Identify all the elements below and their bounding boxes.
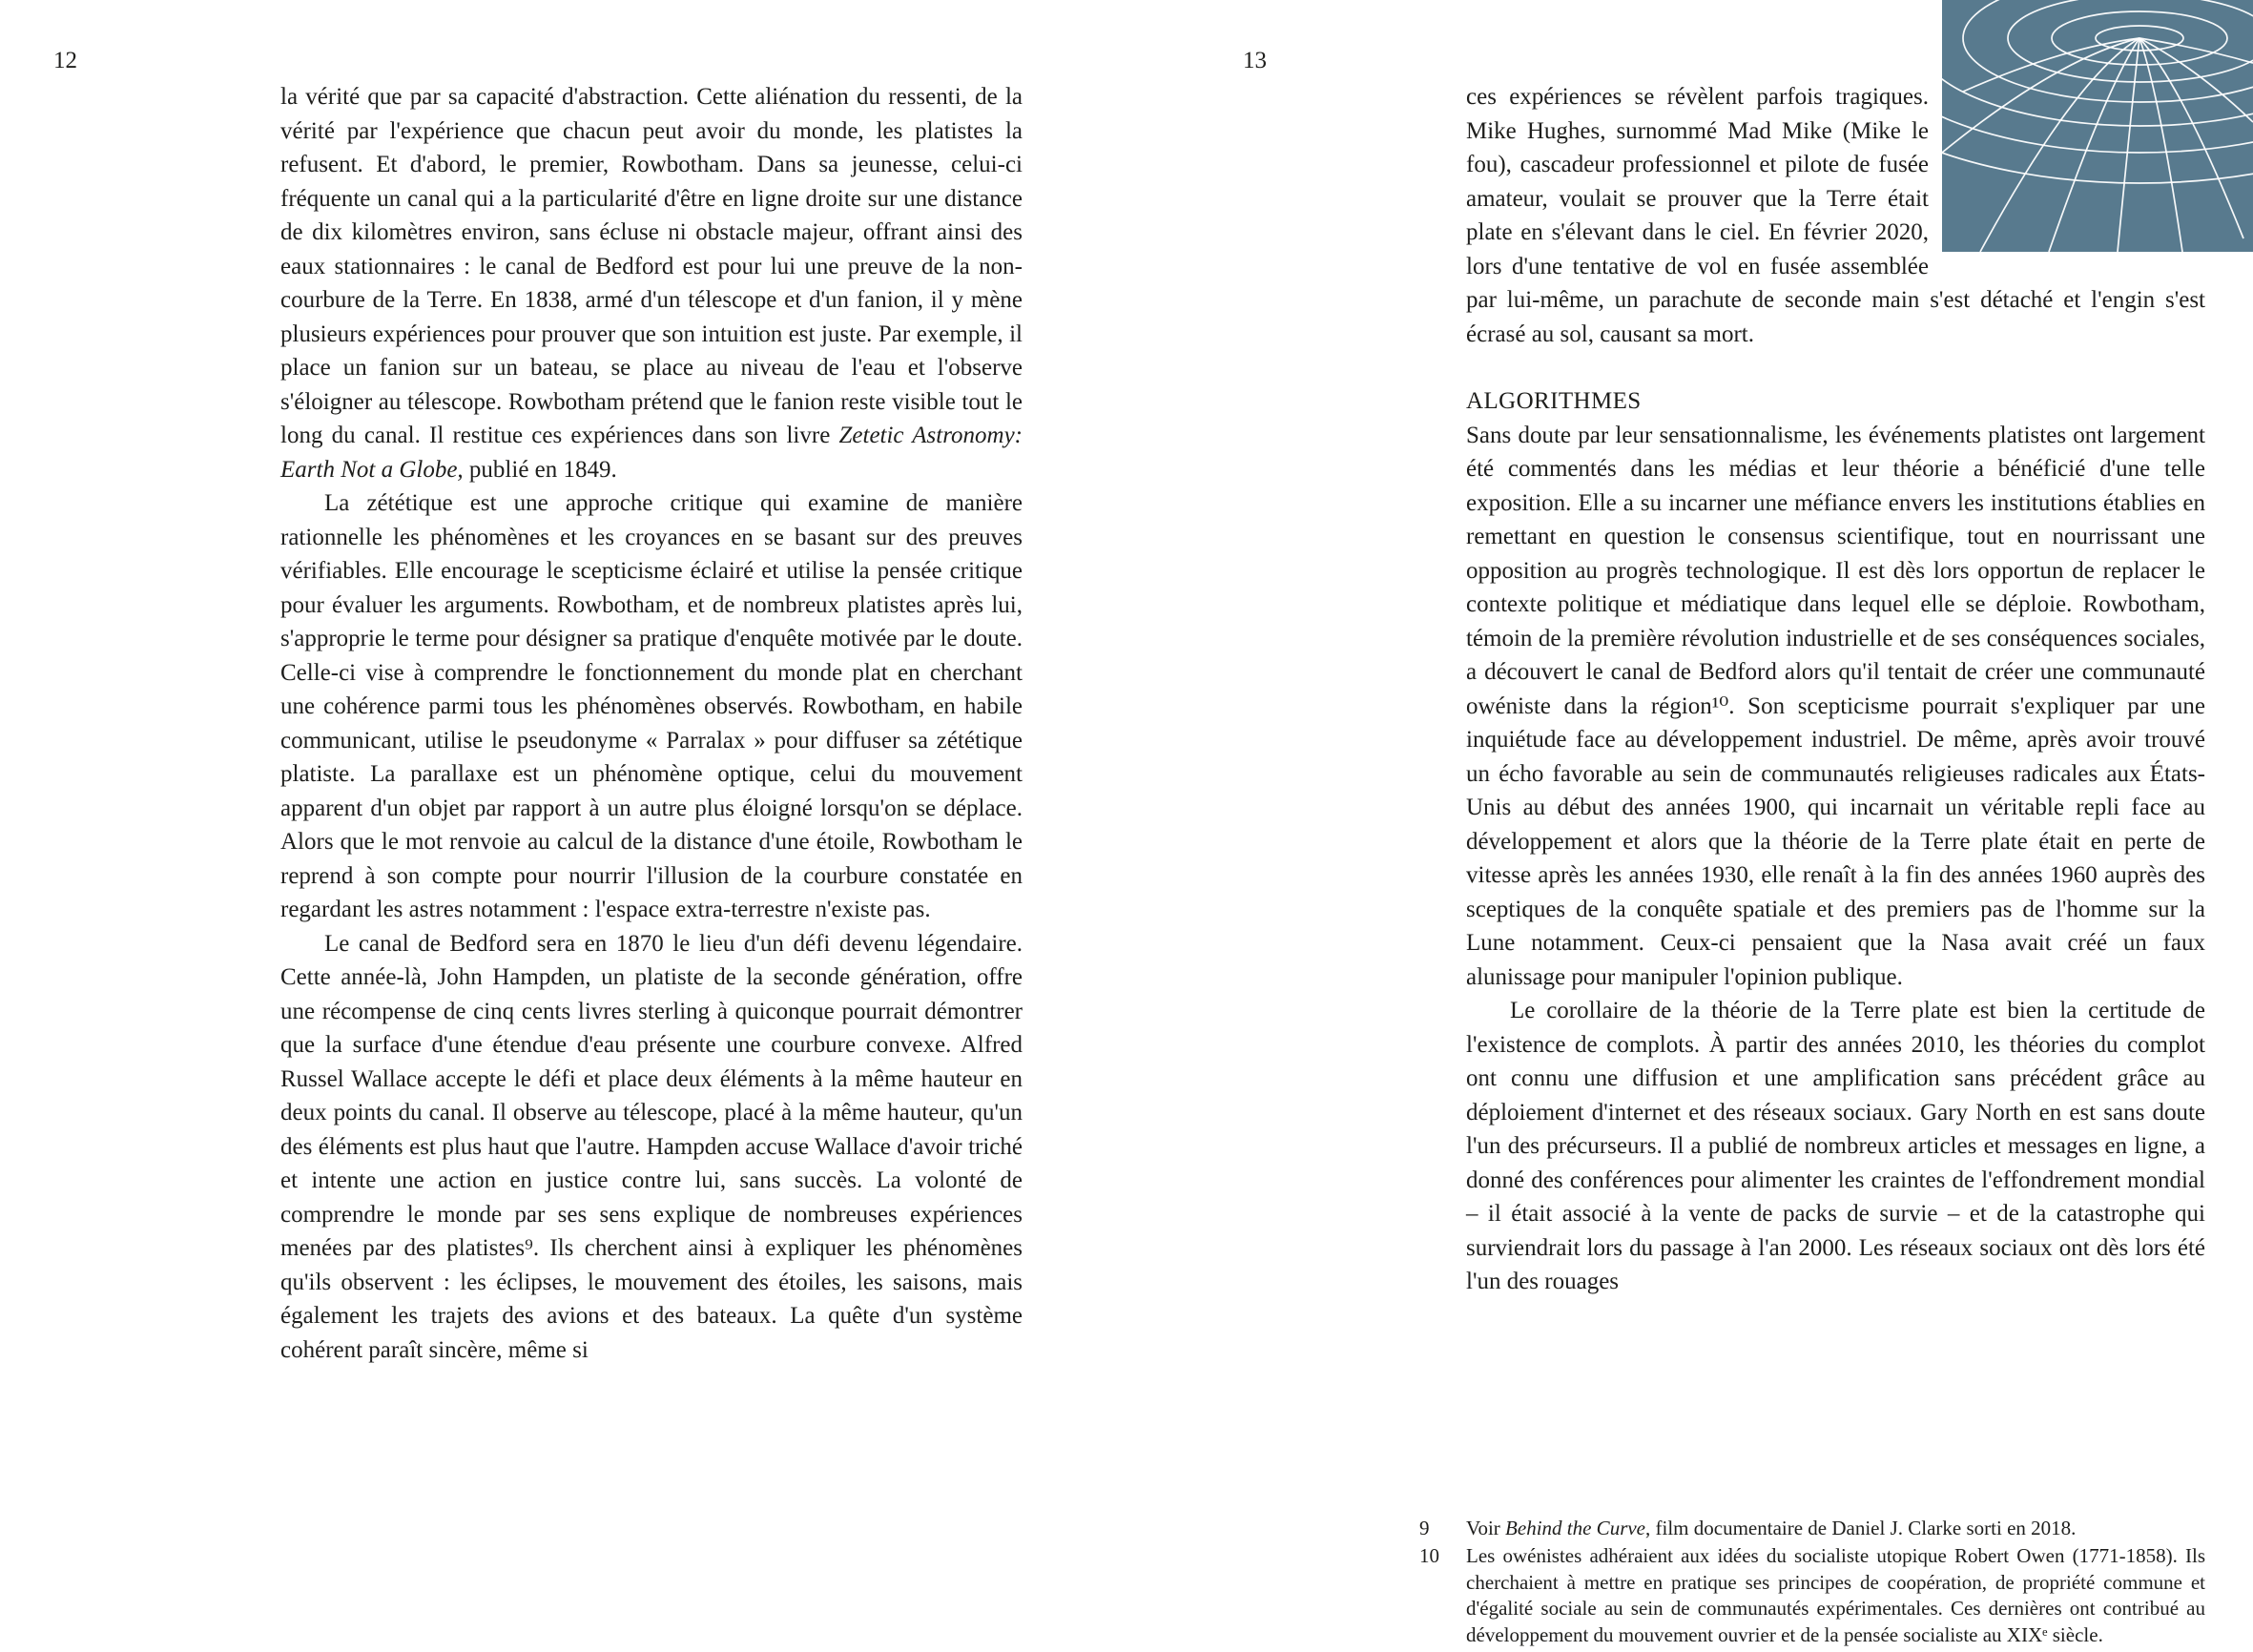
footnote-number: 9 bbox=[1419, 1516, 1430, 1539]
paragraph-zetetique: La zététique est une approche critique qui examine de manière rationnelle les phénomènes et les croyances en se basant sur des preuves vérifiables. Elle encourage le scepticisme éclairé et utilise la pensée critique pour évaluer les arguments. Rowbotham, et de nombreux platistes après lui, s'approprie le terme pour désigner sa pratique d'enquête motivée par le doute. Celle-ci vise à comprendre le fonctionnement du monde plat en cherchant une cohérence parmi tous les phénomènes observés. Rowbotham, en habile communicant, utilise le pseudonyme « Parralax » pour diffuser sa zététique platiste. La parallaxe est un phénomène optique, celui du mouvement apparent d'un objet par rapport à un autre plus éloigné lorsqu'on se déplace. Alors que le mot renvoie au calcul de la distance d'une étoile, Rowbotham le reprend à son compte pour nourrir l'illusion de la courbure constatée en regardant les astres notamment : l'espace extra-terrestre n'existe pas. bbox=[280, 490, 1023, 922]
globe-wireframe-icon bbox=[1942, 0, 2253, 252]
footnote-text: Les owénistes adhéraient aux idées du socialiste utopique Robert Owen (1771-1858). Ils cherchaient à mettre en pratique ses principes de coopération, de propriété commune et d'égalité sociale au sein de communautés expérimentales. Ces dernières ont contribué au développement du mouvement ouvrier et de la pensée socialiste au XIXᵉ siècle. bbox=[1466, 1544, 2205, 1646]
section-heading-algorithmes: ALGORITHMES bbox=[1466, 388, 1642, 414]
paragraph-mike-hughes: ces expériences se révèlent parfois tragiques. Mike Hughes, surnommé Mad Mike (Mike le fou), cascadeur professionnel et pilote de fusée amateur, voulait se prouver que la Terre était plate en s'élevant dans le ciel. En février 2020, lors d'une tentative de vol en fusée assemblée par lui-même, un parachute de seconde main s'est détaché et l'engin s'est écrasé au sol, causant sa mort. bbox=[1466, 84, 2205, 347]
footnote-number: 10 bbox=[1419, 1544, 1439, 1567]
globe-wireframe-graphic bbox=[1942, 0, 2253, 252]
footnote-9 bbox=[1419, 1516, 2205, 1542]
paragraph-algorithmes: Sans doute par leur sensationnalisme, les événements platistes ont largement été commentés dans les médias et leur théorie a bénéficié d'une telle exposition. Elle a su incarner une méfiance envers les institutions établies en remettant en question le consensus scientifique, tout en nourrissant une opposition au progrès technologique. Il est dès lors opportun de replacer le contexte politique et médiatique dans lequel elle se déploie. Rowbotham, témoin de la première révolution industrielle et de ses conséquences sociales, a découvert le canal de Bedford alors qu'il tentait de créer une communauté owéniste dans la région¹⁰. Son scepticisme pourrait s'expliquer par une inquiétude face au développement industriel. De même, après avoir trouvé un écho favorable au sein de communautés religieuses radicales aux États-Unis au début des années 1900, qui incarnait un véritable repli face au développement et alors que la théorie de la Terre plate était en perte de vitesse après les années 1930, elle renaît à la fin des années 1960 auprès des sceptiques de la conquête spatiale et des premiers pas de l'homme sur la Lune notamment. Ceux-ci pensaient que la Nasa avait créé un faux alunissage pour manipuler l'opinion publique. bbox=[1466, 422, 2205, 990]
paragraph-bedford-defi: Le canal de Bedford sera en 1870 le lieu d'un défi devenu légendaire. Cette année-là, John Hampden, un platiste de la seconde génération, offre une récompense de cinq cents livres sterling à quiconque pourrait démontrer que la surface d'une étendue d'eau présente une courbure convexe. Alfred Russel Wallace accepte le défi et place deux éléments à la même hauteur en deux points du canal. Il observe au télescope, placé à la même hauteur, qu'un des éléments est plus haut que l'autre. Hampden accuse Wallace d'avoir triché et intente une action en justice contre lui, sans succès. La volonté de comprendre le monde par ses sens explique de nombreuses expériences menées par des platistes⁹. Ils cherchent ainsi à expliquer les phénomènes qu'ils observent : les éclipses, le mouvement des étoiles, les saisons, mais également les trajets des avions et des bateaux. La quête d'un système cohérent paraît sincère, même si bbox=[280, 930, 1023, 1363]
paragraph-text: publié en 1849. bbox=[463, 456, 617, 483]
paragraph-text: la vérité que par sa capacité d'abstraction. Cette aliénation du ressenti, de la vérité par l'expérience que chacun peut avoir du monde, les platistes la refusent. Et d'abord, le premier, Rowbotham. Dans sa jeunesse, celui-ci fréquente un canal qui a la particularité d'être en ligne droite sur une distance de dix kilomètres environ, sans écluse ni obstacle majeur, offrant ainsi des eaux stationnaires : le canal de Bedford est pour lui une preuve de la non-courbure de la Terre. En 1838, armé d'un télescope et d'un fanion, il y mène plusieurs expériences pour prouver que son intuition est juste. Par exemple, il place un fanion sur un bateau, se place au niveau de l'eau et l'observe s'éloigner au télescope. Rowbotham prétend que le fanion reste visible tout le long du canal. Il restitue ces expériences dans son livre bbox=[280, 84, 1023, 448]
right-text-column bbox=[1419, 80, 2205, 1650]
page-number-right: 13 bbox=[1243, 48, 1267, 73]
footnotes-block bbox=[1419, 1516, 2205, 1651]
film-title-italic: Behind the Curve bbox=[1505, 1516, 1646, 1539]
page-number-left: 12 bbox=[53, 48, 77, 73]
paragraph-complots: Le corollaire de la théorie de la Terre plate est bien la certitude de l'existence de complots. À partir des années 2010, les théories du complot ont connu une diffusion et une amplification sans précédent grâce au déploiement d'internet et des réseaux sociaux. Gary North en est sans doute l'un des précurseurs. Il a publié de nombreux articles et messages en ligne, a donné des conférences pour alimenter les craintes de l'effondrement mondial – il était associé à la vente de packs de survie – et de la catastrophe qui surviendrait lors du passage à l'an 2000. Les réseaux sociaux ont dès lors été l'un des rouages bbox=[1466, 998, 2205, 1294]
paragraph-rowbotham-canal bbox=[280, 80, 1023, 486]
footnote-text bbox=[1466, 1516, 2205, 1542]
left-text-column bbox=[280, 80, 1023, 1367]
footnote-text-part: , film documentaire de Daniel J. Clarke sorti en 2018. bbox=[1645, 1516, 2077, 1539]
right-column-body bbox=[1466, 80, 2205, 1299]
book-title-italic: Zetetic Astronomy: Earth Not a Globe, bbox=[280, 423, 1023, 483]
footnote-10 bbox=[1419, 1543, 2205, 1648]
footnote-text-part: Voir bbox=[1466, 1516, 1506, 1539]
